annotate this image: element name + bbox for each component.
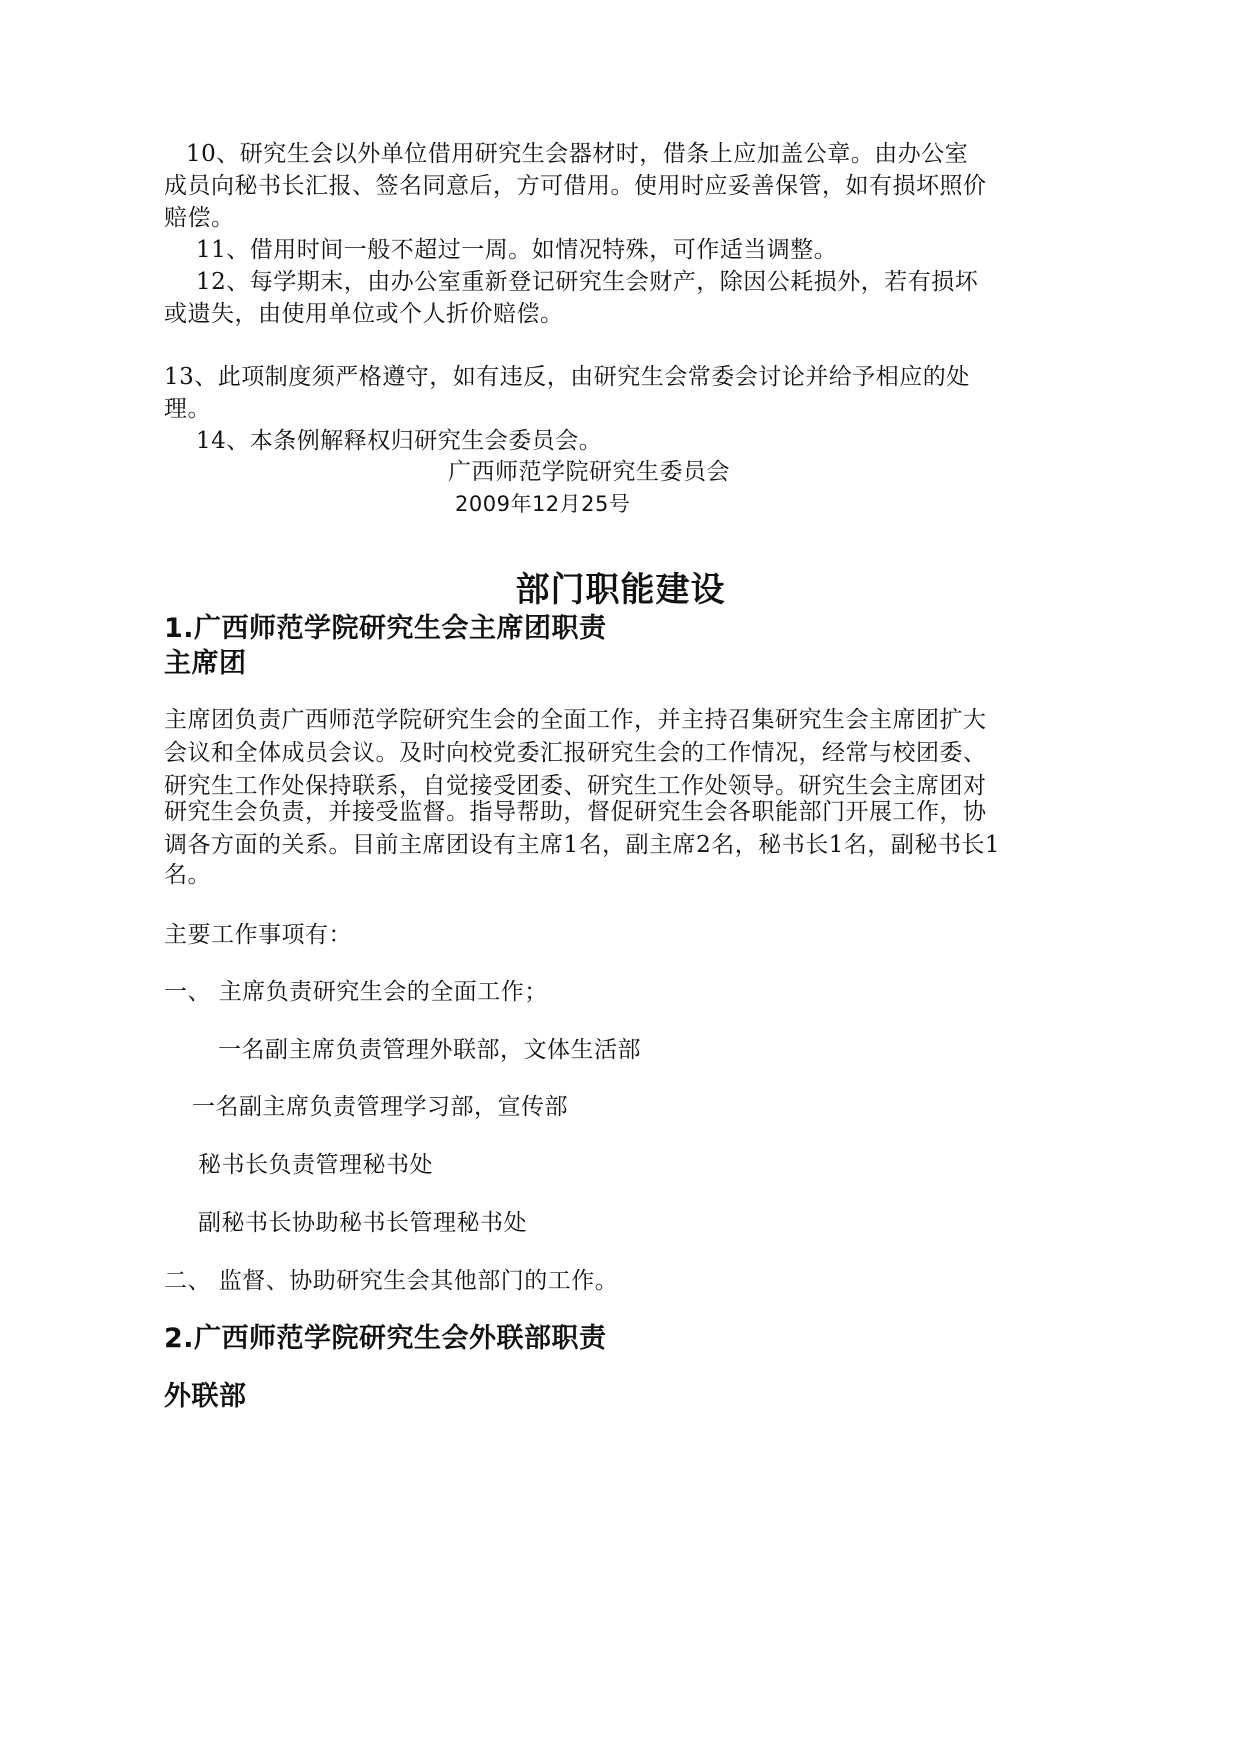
presidium-paragraph-line-3: 研究生工作处保持联系，自觉接受团委、研究生工作处领导。研究生会主席团对 [164,773,987,799]
duty-item-two: 二、 监督、协助研究生会其他部门的工作。 [164,1268,619,1294]
rule-13-line-1: 13、此项制度须严格遵守，如有违反，由研究生会常委会讨论并给予相应的处 [164,364,970,390]
presidium-paragraph-line-1: 主席团负责广西师范学院研究生会的全面工作，并主持召集研究生会主席团扩大 [164,707,987,733]
presidium-paragraph-line-2: 会议和全体成员会议。及时向校党委汇报研究生会的工作情况，经常与校团委、 [164,740,987,766]
rule-12-line-1: 12、每学期末，由办公室重新登记研究生会财产，除因公耗损外，若有损坏 [196,269,979,295]
rule-11: 11、借用时间一般不超过一周。如情况特殊，可作适当调整。 [196,237,838,263]
signature-date: 2009年12月25号 [455,492,631,516]
duty-sub-d: 副秘书长协助秘书长管理秘书处 [198,1210,527,1236]
presidium-paragraph-line-6: 名。 [164,862,211,888]
presidium-paragraph-line-5: 调各方面的关系。目前主席团设有主席1名，副主席2名，秘书长1名，副秘书长1 [164,832,1001,858]
rule-10-line-3: 赔偿。 [164,205,235,231]
duty-sub-a: 一名副主席负责管理外联部，文体生活部 [218,1037,641,1063]
subheading-liaison: 外联部 [164,1381,247,1412]
rule-10-line-2: 成员向秘书长汇报、签名同意后，方可借用。使用时应妥善保管，如有损坏照价 [164,173,987,199]
heading-presidium: 1.广西师范学院研究生会主席团职责 [164,613,607,644]
rule-12-line-2: 或遗失，由使用单位或个人折价赔偿。 [164,301,564,327]
heading-liaison: 2.广西师范学院研究生会外联部职责 [164,1323,607,1354]
presidium-paragraph-line-4: 研究生会负责，并接受监督。指导帮助，督促研究生会各职能部门开展工作，协 [164,799,987,825]
duty-sub-b: 一名副主席负责管理学习部，宣传部 [192,1094,568,1120]
rule-13-line-2: 理。 [164,396,211,422]
subheading-presidium: 主席团 [164,648,247,679]
rule-10-line-1: 10、研究生会以外单位借用研究生会器材时，借条上应加盖公章。由办公室 [186,141,969,167]
duty-item-one: 一、 主席负责研究生会的全面工作； [164,979,548,1005]
section-title: 部门职能建设 [515,570,726,610]
signature-org: 广西师范学院研究生委员会 [448,459,730,485]
rule-14: 14、本条例解释权归研究生会委员会。 [196,428,603,454]
main-items-label: 主要工作事项有： [164,922,352,948]
duty-sub-c: 秘书长负责管理秘书处 [198,1152,433,1178]
